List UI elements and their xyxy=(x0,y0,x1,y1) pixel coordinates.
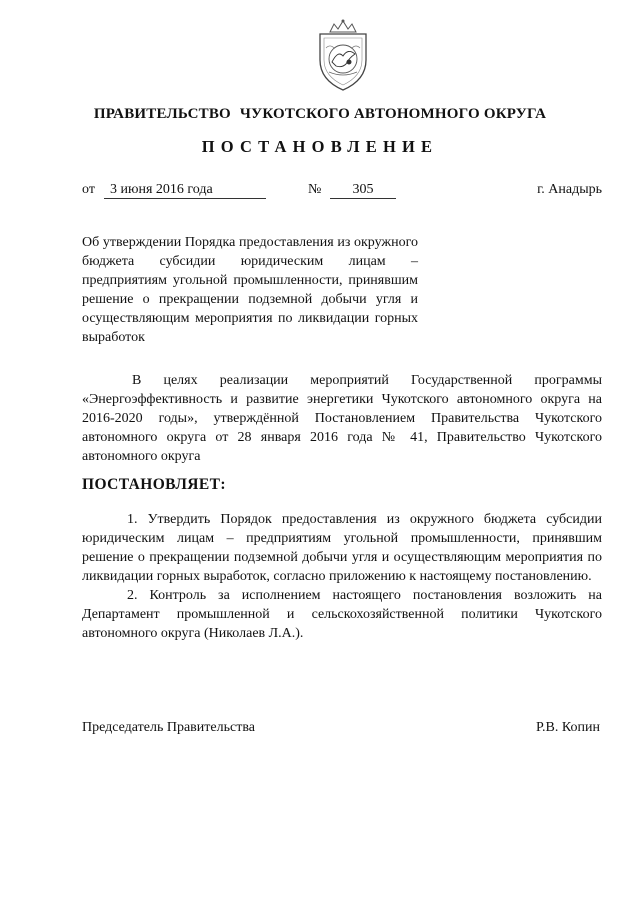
resolves-heading: ПОСТАНОВЛЯЕТ: xyxy=(82,476,226,493)
document-date: 3 июня 2016 года xyxy=(104,182,266,199)
signatory-name: Р.В. Копин xyxy=(536,720,600,735)
dateline xyxy=(82,182,602,202)
document-subject: Об утверждении Порядка предоставления из окружного бюджета субсидии юридическим лицам – предприятиям угольной промышленности, принявшим решение о прекращении подземной добычи угля и осуществляющим мероприятия по ликвидации горных выработок xyxy=(82,235,418,345)
resolution-items xyxy=(82,510,602,643)
government-title xyxy=(0,106,640,123)
number-sign: № xyxy=(308,182,322,197)
resolution-item-1: 1. Утвердить Порядок предоставления из окружного бюджета субсидии юридическим лицам – предприятиям угольной промышленности, принявшим решение о прекращении подземной добычи угля и осуществляющим мероприятия по ликвидации горных выработок, согласно приложению к настоящему постановлению. xyxy=(82,512,602,584)
document-number: 305 xyxy=(330,182,396,199)
document-city: г. Анадырь xyxy=(537,182,602,197)
resolution-item-2: 2. Контроль за исполнением настоящего постановления возложить на Департамент промышленной и сельскохозяйственной политики Чукотского автономного округа (Николаев Л.А.). xyxy=(82,588,602,641)
signatory-position: Председатель Правительства xyxy=(82,720,255,735)
date-prefix: от xyxy=(82,182,95,197)
government-title-part1: ПРАВИТЕЛЬСТВО xyxy=(93,106,231,122)
government-title-part2: ЧУКОТСКОГО АВТОНОМНОГО ОКРУГА xyxy=(239,106,547,122)
coat-of-arms-emblem xyxy=(312,18,374,94)
preamble-paragraph: В целях реализации мероприятий Государственной программы «Энергоэффективность и развитие энергетики Чукотского автономного округа на 2016-2020 годы», утверждённой Постановлением Правительства Чукотского автономного округа от 28 января 2016 года № 41, Правительство Чукотского автономного округа xyxy=(82,373,602,464)
document-type: ПОСТАНОВЛЕНИЕ xyxy=(201,137,439,156)
